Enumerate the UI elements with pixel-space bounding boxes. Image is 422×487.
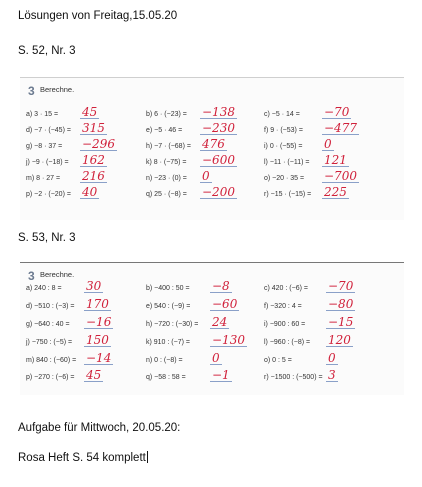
exercise-item	[264, 368, 336, 382]
exercise-item	[146, 315, 228, 329]
handwritten-answer: 315	[82, 121, 105, 135]
exercise-expression: o) 0 : 5 =	[264, 357, 292, 364]
exercise-item	[264, 185, 347, 199]
handwritten-answer: 3	[328, 368, 336, 382]
exercise-item	[264, 169, 357, 183]
exercise-item	[26, 279, 102, 293]
page-heading: Lösungen von Freitag,15.05.20	[18, 10, 178, 22]
exercise-expression: k) 8 · (−75) =	[146, 159, 187, 166]
assignment-text-line[interactable]	[18, 451, 148, 464]
handwritten-answer: −230	[202, 121, 235, 135]
handwritten-answer: −138	[202, 105, 235, 119]
exercise-expression: g) −640 : 40 =	[26, 321, 70, 328]
handwritten-answer: 30	[86, 279, 102, 293]
worksheet-scan-2	[20, 262, 404, 395]
handwritten-answer: −70	[328, 279, 354, 293]
exercise-expression: e) 540 : (−9) =	[146, 303, 191, 310]
exercise-item	[264, 137, 332, 151]
handwritten-answer: 476	[202, 137, 225, 151]
worksheet-scan-1	[20, 77, 404, 220]
handwritten-answer: −700	[324, 169, 357, 183]
handwritten-answer: 162	[82, 153, 105, 167]
exercise-item	[26, 105, 98, 119]
exercise-item	[26, 297, 109, 311]
handwritten-answer: 24	[212, 315, 228, 329]
task-number: 3	[28, 84, 35, 98]
text-cursor	[147, 451, 148, 463]
exercise-expression: f) 9 · (−53) =	[264, 127, 303, 134]
handwritten-answer: 0	[202, 169, 210, 183]
assignment-text: Rosa Heft S. 54 komplett	[18, 452, 146, 464]
exercise-item	[146, 137, 225, 151]
handwritten-answer: 0	[212, 351, 220, 365]
exercise-expression: n) −23 · (0) =	[146, 175, 187, 182]
exercise-expression: q) 25 · (−8) =	[146, 191, 187, 198]
exercise-expression: a) 3 · 15 =	[26, 111, 59, 118]
task-title: Berechne.	[40, 270, 75, 279]
exercise-expression: c) 420 : (−6) =	[264, 285, 308, 292]
handwritten-answer: −60	[212, 297, 238, 311]
exercise-item	[146, 297, 238, 311]
exercise-expression: g) −8 · 37 =	[26, 143, 63, 150]
exercise-item	[26, 169, 105, 183]
exercise-expression: c) −5 · 14 =	[264, 111, 300, 118]
exercise-item	[146, 279, 230, 293]
handwritten-answer: 150	[86, 333, 109, 347]
handwritten-answer: −130	[212, 333, 245, 347]
exercise-expression: m) 840 : (−60) =	[26, 357, 77, 364]
handwritten-answer: −8	[212, 279, 230, 293]
exercise-item	[264, 297, 354, 311]
exercise-item	[146, 185, 235, 199]
exercise-item	[264, 153, 347, 167]
exercise-expression: k) 910 : (−7) =	[146, 339, 190, 346]
exercise-item	[264, 351, 336, 365]
exercise-expression: j) −9 · (−18) =	[26, 159, 69, 166]
exercise-expression: i) 0 · (−55) =	[264, 143, 303, 150]
handwritten-answer: −477	[324, 121, 357, 135]
handwritten-answer: −16	[86, 315, 112, 329]
handwritten-answer: −600	[202, 153, 235, 167]
exercise-expression: f) −320 : 4 =	[264, 303, 302, 310]
exercise-expression: l) −11 · (−11) =	[264, 159, 310, 166]
handwritten-answer: 170	[86, 297, 109, 311]
exercise-item	[26, 185, 98, 199]
exercise-expression: p) −2 · (−20) =	[26, 191, 71, 198]
handwritten-answer: −296	[82, 137, 115, 151]
handwritten-answer: 120	[328, 333, 351, 347]
exercise-item	[264, 121, 357, 135]
exercise-expression: i) −900 : 60 =	[264, 321, 306, 328]
exercise-expression: o) −20 · 35 =	[264, 175, 305, 182]
exercise-item	[26, 315, 112, 329]
exercise-expression: p) −270 : (−6) =	[26, 374, 75, 381]
handwritten-answer: 121	[324, 153, 347, 167]
task-number: 3	[28, 269, 35, 283]
exercise-item	[146, 351, 220, 365]
exercise-item	[26, 137, 115, 151]
exercise-item	[264, 279, 354, 293]
exercise-item	[146, 153, 235, 167]
handwritten-answer: −14	[86, 351, 112, 365]
exercise-expression: h) −720 : (−30) =	[146, 321, 199, 328]
exercise-expression: j) −750 : (−5) =	[26, 339, 73, 346]
exercise-expression: m) 8 · 27 =	[26, 175, 61, 182]
handwritten-answer: −200	[202, 185, 235, 199]
exercise-item	[26, 153, 105, 167]
exercise-item	[26, 333, 109, 347]
section1-label: S. 52, Nr. 3	[18, 45, 76, 57]
exercise-item	[146, 169, 210, 183]
exercise-item	[146, 121, 235, 135]
handwritten-answer: −70	[324, 105, 350, 119]
exercise-item	[264, 315, 354, 329]
handwritten-answer: 225	[324, 185, 347, 199]
exercise-expression: l) −960 : (−8) =	[264, 339, 311, 346]
handwritten-answer: 45	[86, 368, 102, 382]
handwritten-answer: −80	[328, 297, 354, 311]
exercise-item	[146, 105, 235, 119]
exercise-expression: e) −5 · 46 =	[146, 127, 183, 134]
exercise-item	[26, 351, 112, 365]
exercise-expression: b) 6 · (−23) =	[146, 111, 187, 118]
handwritten-answer: −1	[212, 368, 230, 382]
handwritten-answer: −15	[328, 315, 354, 329]
assignment-heading: Aufgabe für Mittwoch, 20.05.20:	[18, 422, 181, 434]
exercise-expression: q) −58 : 58 =	[146, 374, 186, 381]
exercise-item	[146, 333, 245, 347]
exercise-expression: r) −1500 : (−500) =	[264, 374, 323, 381]
handwritten-answer: 0	[324, 137, 332, 151]
exercise-expression: h) −7 · (−68) =	[146, 143, 191, 150]
exercise-item	[264, 105, 350, 119]
exercise-expression: d) −510 : (−3) =	[26, 303, 75, 310]
exercise-item	[26, 121, 105, 135]
section2-label: S. 53, Nr. 3	[18, 232, 76, 244]
exercise-expression: b) −400 : 50 =	[146, 285, 190, 292]
handwritten-answer: 40	[82, 185, 98, 199]
handwritten-answer: 0	[328, 351, 336, 365]
exercise-item	[26, 368, 102, 382]
handwritten-answer: 45	[82, 105, 98, 119]
exercise-expression: r) −15 · (−15) =	[264, 191, 312, 198]
handwritten-answer: 216	[82, 169, 105, 183]
task-title: Berechne.	[40, 85, 75, 94]
exercise-item	[146, 368, 230, 382]
exercise-expression: a) 240 : 8 =	[26, 285, 62, 292]
exercise-expression: d) −7 · (−45) =	[26, 127, 71, 134]
exercise-item	[264, 333, 351, 347]
exercise-expression: n) 0 : (−8) =	[146, 357, 183, 364]
